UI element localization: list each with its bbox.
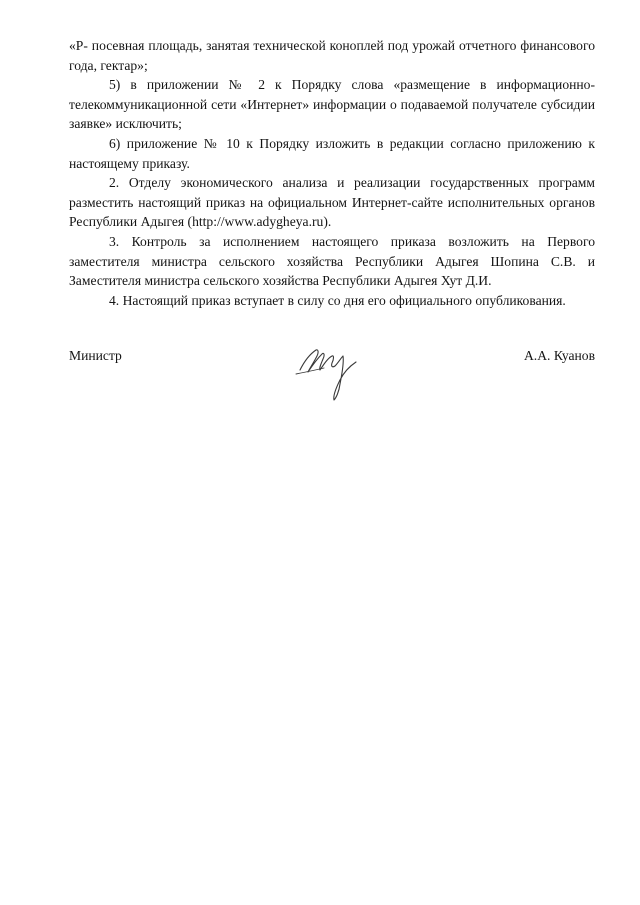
signatory-title: Министр [69, 348, 122, 363]
paragraph-clause-3: 3. Контроль за исполнением настоящего приказа возложить на Первого заместителя министра сельского хозяйства Республики Адыгея Шопина С.В. и Заместителя министра сельского хозяйства Республики Адыгея Хут Д.И. [69, 233, 595, 289]
handwritten-signature-icon [294, 340, 384, 404]
signatory-name: А.А. Куанов [523, 348, 595, 363]
paragraph-formula-definition: «P- посевная площадь, занятая технической коноплей под урожай отчетного финансового года, гектар»; [69, 38, 595, 73]
paragraph-clause-4: 4. Настоящий приказ вступает в силу со дня его официального опубликования. [109, 292, 566, 308]
paragraph-item-6: 6) приложение № 10 к Порядку изложить в редакции согласно приложению к настоящему приказу. [69, 135, 595, 171]
signature-block [69, 340, 595, 410]
paragraph-clause-2: 2. Отделу экономического анализа и реализации государственных программ разместить настоящий приказ на официальном Интернет-сайте исполнительных органов Республики Адыгея (http://www.adygheya.ru). [69, 175, 595, 230]
document-body [69, 36, 595, 310]
paragraph-item-5: 5) в приложении № 2 к Порядку слова «размещение в информационно-телекоммуникационной сети «Интернет» информации о подаваемой получателе субсидии заявке» исключить; [69, 77, 595, 132]
